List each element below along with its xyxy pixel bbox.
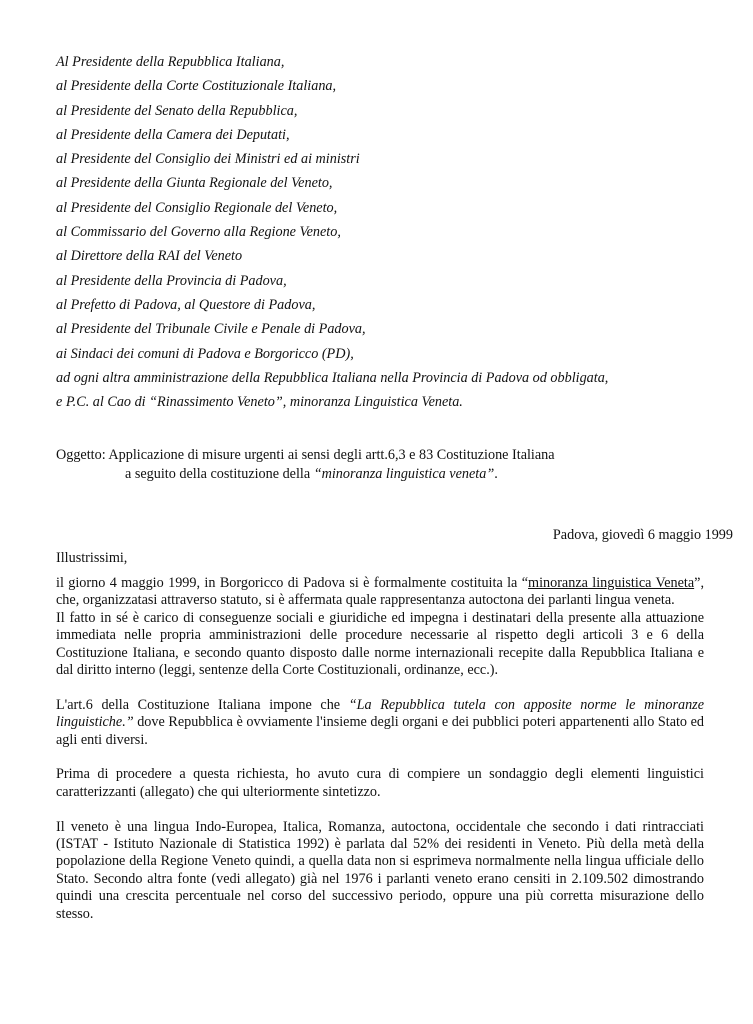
subject-block: [56, 446, 736, 484]
recipient-line: ad ogni altra amministrazione della Repubblica Italiana nella Provincia di Padova od obbligata,: [56, 369, 609, 386]
paragraph-1: [56, 575, 704, 610]
subject-end: .: [494, 466, 498, 482]
recipient-line: al Presidente della Giunta Regionale del Veneto,: [56, 175, 333, 192]
constitution-quote: “La Repubblica tutela con apposite norme le minoranze linguistiche.”: [56, 696, 704, 731]
paragraph-5: Il veneto è una lingua Indo-Europea, Italica, Romanza, autoctona, occidentale che secondo i dati rintracciati (ISTAT - Istituto Nazionale di Statistica 1992) è parlata dal 52% dei residenti in Veneto. Più della metà della popolazione della Regione Veneto quindi, a quella data non si esprimeva normalmente nella lingua ufficiale dello Stato. Secondo altra fonte (vedi allegato) già nel 1976 i parlanti veneto erano censiti in 2.109.502 dimostrando quindi una crescita percentuale nel corso del successivo periodo, oppure una più corretta misurazione dello stesso.: [56, 818, 704, 922]
letter-date: Padova, giovedì 6 maggio 1999: [552, 527, 733, 543]
minority-name-underlined: minoranza linguistica Veneta: [528, 575, 695, 591]
paragraph-1-end: ”, che, organizzatasi attraverso statuto, si è affermata quale rappresentanza autoctona dei parlanti lingua veneta.: [56, 575, 704, 609]
subject-emphasis: “minoranza linguistica veneta”: [313, 466, 495, 482]
recipient-line: al Direttore della RAI del Veneto: [56, 248, 243, 265]
subject-text: Applicazione di misure urgenti ai sensi degli artt.6,3 e 83 Costituzione Italiana: [105, 447, 555, 463]
recipient-line: e P.C. al Cao di “Rinassimento Veneto”, minoranza Linguistica Veneta.: [56, 394, 463, 411]
recipient-list: [56, 50, 736, 414]
paragraph-3-end: dove Repubblica è ovviamente l'insieme degli organi e dei pubblici poteri appartenenti allo Stato ed agli enti diversi.: [56, 714, 704, 748]
recipient-line: ai Sindaci dei comuni di Padova e Borgoricco (PD),: [56, 345, 354, 362]
recipient-line: al Presidente della Provincia di Padova,: [56, 272, 287, 289]
letter-body: [56, 575, 704, 923]
paragraph-3: [56, 697, 704, 749]
subject-line-1: [56, 446, 736, 465]
subject-label: Oggetto:: [56, 447, 106, 463]
recipient-line: al Presidente del Tribunale Civile e Penale di Padova,: [56, 321, 366, 338]
paragraph-1-start: il giorno 4 maggio 1999, in Borgoricco di Padova si è formalmente costituita la “: [56, 575, 529, 591]
paragraph-2: Il fatto in sé è carico di conseguenze sociali e giuridiche ed impegna i destinatari della presente alla attuazione immediata nelle propria amministrazioni delle procedure necessarie al rispetto degli articoli 3 e 6 della Costituzione Italiana, e secondo quanto disposto dalle norme internazionali recepite dalla Repubblica Italiana e dal diritto interno (leggi, sentenze della Corte Costituzionali, ordinanze, ecc.).: [56, 609, 704, 679]
recipient-line: al Presidente del Consiglio dei Ministri ed ai ministri: [56, 151, 360, 168]
recipient-line: al Prefetto di Padova, al Questore di Padova,: [56, 296, 316, 313]
recipient-line: al Commissario del Governo alla Regione Veneto,: [56, 224, 341, 241]
paragraph-3-start: L'art.6 della Costituzione Italiana impone che: [56, 696, 349, 713]
greeting: Illustrissimi,: [56, 550, 128, 566]
recipient-line: al Presidente della Camera dei Deputati,: [56, 126, 290, 143]
subject-text-continued: a seguito della costituzione della: [125, 466, 314, 482]
recipient-line: al Presidente della Corte Costituzionale Italiana,: [56, 78, 337, 95]
recipient-line: Al Presidente della Repubblica Italiana,: [56, 54, 285, 70]
subject-line-2: [56, 465, 736, 484]
recipient-line: al Presidente del Senato della Repubblica,: [56, 102, 298, 119]
paragraph-4: Prima di procedere a questa richiesta, ho avuto cura di compiere un sondaggio degli elementi linguistici caratterizzanti (allegato) che qui ulteriormente sintetizzo.: [56, 766, 704, 800]
recipient-line: al Presidente del Consiglio Regionale del Veneto,: [56, 199, 338, 216]
